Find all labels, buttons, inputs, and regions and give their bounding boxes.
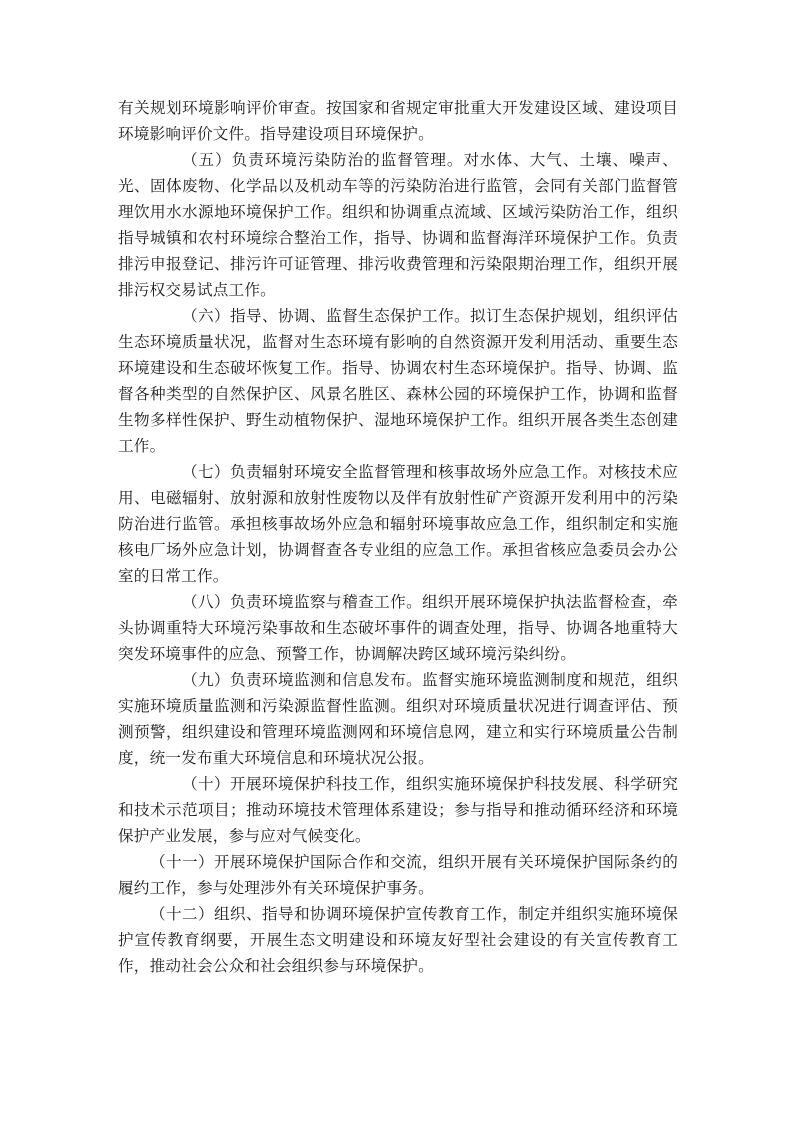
paragraph-intro-continuation: 有关规划环境影响评价审查。按国家和省规定审批重大开发建设区域、建设项目环境影响评价文件。指导建设项目环境保护。	[118, 99, 678, 143]
paragraph-item-11: （十一）开展环境保护国际合作和交流，组织开展有关环境保护国际条约的履约工作，参与处理涉外有关环境保护事务。	[118, 853, 678, 897]
paragraph-item-6: （六）指导、协调、监督生态保护工作。拟订生态保护规划，组织评估生态环境质量状况，监督对生态环境有影响的自然资源开发利用活动、重要生态环境建设和生态破坏恢复工作。指导、协调农村生态环境保护。指导、协调、监督各种类型的自然保护区、风景名胜区、森林公园的环境保护工作，协调和监督生物多样性保护、野生动植物保护、湿地环境保护工作。组织开展各类生态创建工作。	[118, 307, 678, 455]
document-page	[118, 95, 678, 979]
paragraph-item-5: （五）负责环境污染防治的监督管理。对水体、大气、土壤、噪声、光、固体废物、化学品以及机动车等的污染防治进行监管，会同有关部门监督管理饮用水水源地环境保护工作。组织和协调重点流域、区域污染防治工作，组织指导城镇和农村环境综合整治工作，指导、协调和监督海洋环境保护工作。负责排污申报登记、排污许可证管理、排污收费管理和污染限期治理工作，组织开展排污权交易试点工作。	[118, 151, 678, 299]
paragraph-item-9: （九）负责环境监测和信息发布。监督实施环境监测制度和规范，组织实施环境质量监测和污染源监督性监测。组织对环境质量状况进行调查评估、预测预警，组织建设和管理环境监测网和环境信息网，建立和实行环境质量公告制度，统一发布重大环境信息和环境状况公报。	[118, 671, 678, 767]
paragraph-item-8: （八）负责环境监察与稽查工作。组织开展环境保护执法监督检查，牵头协调重特大环境污染事故和生态破坏事件的调查处理，指导、协调各地重特大突发环境事件的应急、预警工作，协调解决跨区域环境污染纠纷。	[118, 593, 678, 663]
paragraph-item-7: （七）负责辐射环境安全监督管理和核事故场外应急工作。对核技术应用、电磁辐射、放射源和放射性废物以及伴有放射性矿产资源开发利用中的污染防治进行监管。承担核事故场外应急和辐射环境事故应急工作，组织制定和实施核电厂场外应急计划，协调督查各专业组的应急工作。承担省核应急委员会办公室的日常工作。	[118, 463, 678, 585]
paragraph-item-12: （十二）组织、指导和协调环境保护宣传教育工作，制定并组织实施环境保护宣传教育纲要，开展生态文明建设和环境友好型社会建设的有关宣传教育工作，推动社会公众和社会组织参与环境保护。	[118, 905, 678, 975]
paragraph-item-10: （十）开展环境保护科技工作，组织实施环境保护科技发展、科学研究和技术示范项目；推动环境技术管理体系建设；参与指导和推动循环经济和环境保护产业发展，参与应对气候变化。	[118, 775, 678, 845]
